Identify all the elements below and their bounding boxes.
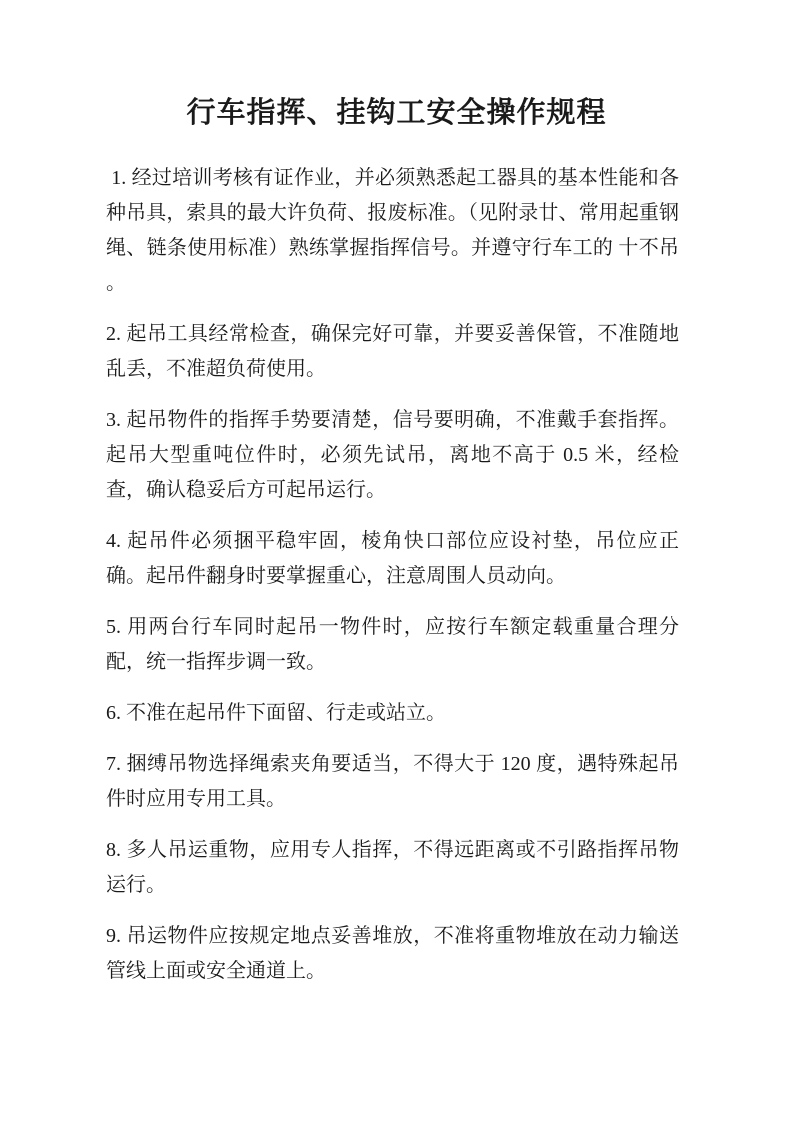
paragraph-1: 1. 经过培训考核有证作业，并必须熟悉起工器具的基本性能和各种吊具，索具的最大许负荷、报废标准。（见附录廿、常用起重钢绳、链条使用标准）熟练掌握指挥信号。并遵守行车工的 十不吊 。 bbox=[106, 167, 679, 294]
document-title: 行车指挥、挂钩工安全操作规程 bbox=[186, 97, 607, 129]
paragraph-3: 3. 起吊物件的指挥手势要清楚，信号要明确，不准戴手套指挥。起吊大型重吨位件时，必须先试吊，离地不高于 0.5 米，经检查，确认稳妥后方可起吊运行。 bbox=[106, 409, 679, 501]
paragraph-7: 7. 捆缚吊物选择绳索夹角要适当，不得大于 120 度，遇特殊起吊件时应用专用工具。 bbox=[106, 753, 679, 810]
paragraph-2: 2. 起吊工具经常检查，确保完好可靠，并要妥善保管，不准随地乱丢，不准超负荷使用。 bbox=[106, 323, 679, 380]
paragraph-8: 8. 多人吊运重物，应用专人指挥，不得远距离或不引路指挥吊物运行。 bbox=[106, 839, 679, 896]
document-body bbox=[106, 161, 679, 989]
paragraph-5: 5. 用两台行车同时起吊一物件时，应按行车额定载重量合理分配，统一指挥步调一致。 bbox=[106, 616, 679, 673]
paragraph-9: 9. 吊运物件应按规定地点妥善堆放，不准将重物堆放在动力输送管线上面或安全通道上。 bbox=[106, 925, 679, 982]
paragraph-4: 4. 起吊件必须捆平稳牢固，棱角快口部位应设衬垫，吊位应正确。起吊件翻身时要掌握重心，注意周围人员动向。 bbox=[106, 530, 679, 587]
paragraph-6: 6. 不准在起吊件下面留、行走或站立。 bbox=[106, 702, 446, 724]
